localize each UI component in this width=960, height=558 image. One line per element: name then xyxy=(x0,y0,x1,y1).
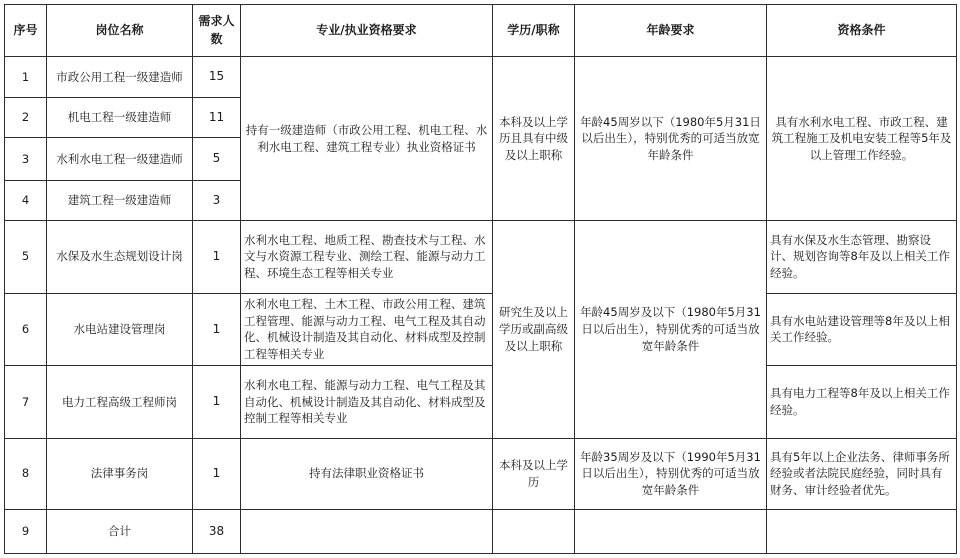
cell-no: 3 xyxy=(5,138,47,180)
cell-position: 市政公用工程一级建造师 xyxy=(47,57,193,97)
cell-position: 机电工程一级建造师 xyxy=(47,97,193,137)
cell-count: 1 xyxy=(193,366,241,439)
header-position: 岗位名称 xyxy=(47,5,193,57)
cell-qualification: 具有水电站建设管理等8年及以上相关工作经验。 xyxy=(767,293,957,366)
cell-education: 本科及以上学历 xyxy=(493,438,575,509)
cell-no: 2 xyxy=(5,97,47,137)
header-qualification: 资格条件 xyxy=(767,5,957,57)
cell-major: 水利水电工程、土木工程、市政公用工程、建筑工程管理、能源与动力工程、电气工程及其自动化、机械设计制造及其自动化、材料成型及控制工程等相关专业 xyxy=(241,293,493,366)
table-row xyxy=(5,57,957,97)
recruitment-table-container xyxy=(4,4,956,554)
cell-position: 水电站建设管理岗 xyxy=(47,293,193,366)
cell-qualification-group-a: 具有水利水电工程、市政工程、建筑工程施工及机电安装工程等5年及以上管理工作经验。 xyxy=(767,57,957,220)
cell-major: 持有法律职业资格证书 xyxy=(241,438,493,509)
cell-qualification: 具有5年以上企业法务、律师事务所经验或者法院民庭经验，同时具有财务、审计经验者优先。 xyxy=(767,438,957,509)
cell-position: 电力工程高级工程师岗 xyxy=(47,366,193,439)
cell-count: 3 xyxy=(193,180,241,220)
cell-no: 8 xyxy=(5,438,47,509)
cell-no: 5 xyxy=(5,220,47,293)
cell-count: 5 xyxy=(193,138,241,180)
cell-count: 1 xyxy=(193,293,241,366)
cell-empty xyxy=(241,509,493,553)
header-education: 学历/职称 xyxy=(493,5,575,57)
cell-total-count: 38 xyxy=(193,509,241,553)
cell-empty xyxy=(767,509,957,553)
cell-position: 水保及水生态规划设计岗 xyxy=(47,220,193,293)
table-row xyxy=(5,366,957,439)
cell-position: 建筑工程一级建造师 xyxy=(47,180,193,220)
cell-age-group-b: 年龄45周岁及以下（1980年5月31日以后出生），特别优秀的可适当放宽年龄条件 xyxy=(575,220,767,438)
cell-major: 水利水电工程、地质工程、勘查技术与工程、水文与水资源工程专业、测绘工程、能源与动力工程、环境生态工程等相关专业 xyxy=(241,220,493,293)
header-row xyxy=(5,5,957,57)
header-no: 序号 xyxy=(5,5,47,57)
cell-empty xyxy=(575,509,767,553)
cell-count: 1 xyxy=(193,220,241,293)
cell-position: 水利水电工程一级建造师 xyxy=(47,138,193,180)
cell-age: 年龄35周岁及以下（1990年5月31日以后出生），特别优秀的可适当放宽年龄条件 xyxy=(575,438,767,509)
table-row xyxy=(5,438,957,509)
cell-no: 9 xyxy=(5,509,47,553)
recruitment-table xyxy=(4,4,957,554)
cell-count: 1 xyxy=(193,438,241,509)
cell-major: 水利水电工程、能源与动力工程、电气工程及其自动化、机械设计制造及其自动化、材料成型及控制工程等相关专业 xyxy=(241,366,493,439)
cell-qualification: 具有电力工程等8年及以上相关工作经验。 xyxy=(767,366,957,439)
table-row xyxy=(5,293,957,366)
cell-major-group-a: 持有一级建造师（市政公用工程、机电工程、水利水电工程、建筑工程专业）执业资格证书 xyxy=(241,57,493,220)
cell-qualification: 具有水保及水生态管理、勘察设计、规划咨询等8年及以上相关工作经验。 xyxy=(767,220,957,293)
cell-education-group-b: 研究生及以上学历或副高级及以上职称 xyxy=(493,220,575,438)
cell-empty xyxy=(493,509,575,553)
header-count: 需求人数 xyxy=(193,5,241,57)
total-row xyxy=(5,509,957,553)
header-major: 专业/执业资格要求 xyxy=(241,5,493,57)
cell-count: 15 xyxy=(193,57,241,97)
table-row xyxy=(5,220,957,293)
cell-no: 7 xyxy=(5,366,47,439)
cell-total-label: 合计 xyxy=(47,509,193,553)
cell-age-group-a: 年龄45周岁以下（1980年5月31日以后出生），特别优秀的可适当放宽年龄条件 xyxy=(575,57,767,220)
cell-education-group-a: 本科及以上学历且具有中级及以上职称 xyxy=(493,57,575,220)
cell-no: 1 xyxy=(5,57,47,97)
cell-position: 法律事务岗 xyxy=(47,438,193,509)
cell-no: 6 xyxy=(5,293,47,366)
cell-no: 4 xyxy=(5,180,47,220)
cell-count: 11 xyxy=(193,97,241,137)
header-age: 年龄要求 xyxy=(575,5,767,57)
